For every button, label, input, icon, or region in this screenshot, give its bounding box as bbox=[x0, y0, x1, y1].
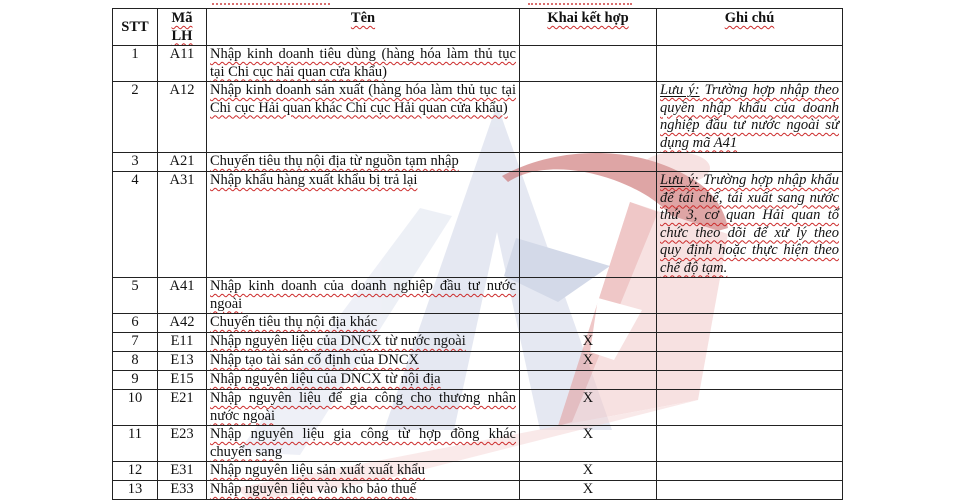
row-name: Nhập nguyên liệu của DNCX từ nước ngoài bbox=[207, 333, 520, 352]
row-combined-flag bbox=[520, 278, 657, 314]
customs-import-codes-table bbox=[112, 8, 843, 500]
row-combined-flag: X bbox=[520, 462, 657, 481]
row-name: Nhập nguyên liệu để gia công cho thương nhân nước ngoài bbox=[207, 390, 520, 426]
row-stt: 4 bbox=[113, 172, 158, 278]
row-note: Lưu ý: Trường hợp nhập khẩu để tái chế, tái xuất sang nước thứ 3, cơ quan Hải quan tổ chức theo dõi để xử lý theo quy định hoặc thực hiện theo chế độ tạm. bbox=[657, 172, 843, 278]
row-stt: 8 bbox=[113, 352, 158, 371]
row-note bbox=[657, 46, 843, 82]
row-code: A42 bbox=[158, 314, 207, 333]
table-row bbox=[113, 371, 843, 390]
row-code: A11 bbox=[158, 46, 207, 82]
header-khai-ket-hop: Khai kết hợp bbox=[520, 9, 657, 46]
table-body bbox=[113, 46, 843, 500]
row-note bbox=[657, 481, 843, 500]
row-stt: 11 bbox=[113, 426, 158, 462]
row-code: A31 bbox=[158, 172, 207, 278]
row-stt: 7 bbox=[113, 333, 158, 352]
row-name: Nhập kinh doanh sản xuất (hàng hóa làm thủ tục tại Chi cục Hải quan khác Chi cục Hải quan cửa khẩu) bbox=[207, 82, 520, 153]
row-name: Nhập khẩu hàng xuất khẩu bị trả lại bbox=[207, 172, 520, 278]
row-stt: 12 bbox=[113, 462, 158, 481]
row-note bbox=[657, 390, 843, 426]
cropped-squiggle-fragment bbox=[528, 1, 632, 5]
row-note bbox=[657, 278, 843, 314]
table-row bbox=[113, 46, 843, 82]
row-stt: 10 bbox=[113, 390, 158, 426]
row-combined-flag: X bbox=[520, 481, 657, 500]
row-note bbox=[657, 352, 843, 371]
cropped-squiggle-fragment bbox=[212, 1, 330, 5]
table-row bbox=[113, 352, 843, 371]
row-code: E31 bbox=[158, 462, 207, 481]
row-stt: 6 bbox=[113, 314, 158, 333]
table-row bbox=[113, 426, 843, 462]
row-code: A12 bbox=[158, 82, 207, 153]
row-combined-flag bbox=[520, 153, 657, 172]
row-name: Nhập kinh doanh tiêu dùng (hàng hóa làm thủ tục tại Chi cục hải quan cửa khẩu) bbox=[207, 46, 520, 82]
table-row bbox=[113, 278, 843, 314]
row-name: Nhập nguyên liệu gia công từ hợp đồng khác chuyển sang bbox=[207, 426, 520, 462]
row-note bbox=[657, 426, 843, 462]
row-combined-flag bbox=[520, 371, 657, 390]
row-name: Nhập nguyên liệu vào kho bảo thuế bbox=[207, 481, 520, 500]
header-stt: STT bbox=[113, 9, 158, 46]
header-ghi-chu: Ghi chú bbox=[657, 9, 843, 46]
header-ma-lh: Mã LH bbox=[158, 9, 207, 46]
row-code: E15 bbox=[158, 371, 207, 390]
row-name: Nhập nguyên liệu sản xuất xuất khẩu bbox=[207, 462, 520, 481]
row-code: E23 bbox=[158, 426, 207, 462]
row-note bbox=[657, 462, 843, 481]
row-name: Chuyển tiêu thụ nội địa từ nguồn tạm nhập bbox=[207, 153, 520, 172]
table-header bbox=[113, 9, 843, 46]
row-combined-flag: X bbox=[520, 390, 657, 426]
row-code: A41 bbox=[158, 278, 207, 314]
table-row bbox=[113, 462, 843, 481]
row-combined-flag bbox=[520, 82, 657, 153]
row-stt: 3 bbox=[113, 153, 158, 172]
row-stt: 13 bbox=[113, 481, 158, 500]
row-stt: 1 bbox=[113, 46, 158, 82]
row-stt: 9 bbox=[113, 371, 158, 390]
row-note bbox=[657, 314, 843, 333]
row-note bbox=[657, 371, 843, 390]
row-name: Nhập nguyên liệu của DNCX từ nội địa bbox=[207, 371, 520, 390]
table-row bbox=[113, 82, 843, 153]
table-row bbox=[113, 390, 843, 426]
row-combined-flag bbox=[520, 314, 657, 333]
header-ten: Tên bbox=[207, 9, 520, 46]
row-code: E13 bbox=[158, 352, 207, 371]
table-row bbox=[113, 153, 843, 172]
table-row bbox=[113, 481, 843, 500]
row-note bbox=[657, 153, 843, 172]
row-name: Nhập tạo tài sản cố định của DNCX bbox=[207, 352, 520, 371]
table-row bbox=[113, 172, 843, 278]
row-stt: 5 bbox=[113, 278, 158, 314]
row-code: A21 bbox=[158, 153, 207, 172]
row-combined-flag: X bbox=[520, 352, 657, 371]
header-row bbox=[113, 9, 843, 46]
table-row bbox=[113, 333, 843, 352]
row-code: E21 bbox=[158, 390, 207, 426]
row-code: E33 bbox=[158, 481, 207, 500]
row-combined-flag bbox=[520, 46, 657, 82]
table-row bbox=[113, 314, 843, 333]
row-note bbox=[657, 333, 843, 352]
row-name: Chuyển tiêu thụ nội địa khác bbox=[207, 314, 520, 333]
row-combined-flag: X bbox=[520, 333, 657, 352]
row-combined-flag: X bbox=[520, 426, 657, 462]
row-code: E11 bbox=[158, 333, 207, 352]
row-stt: 2 bbox=[113, 82, 158, 153]
row-name: Nhập kinh doanh của doanh nghiệp đầu tư nước ngoài bbox=[207, 278, 520, 314]
row-note: Lưu ý: Trường hợp nhập theo quyền nhập khẩu của doanh nghiệp đầu tư nước ngoài sử dụng mã A41 bbox=[657, 82, 843, 153]
row-combined-flag bbox=[520, 172, 657, 278]
